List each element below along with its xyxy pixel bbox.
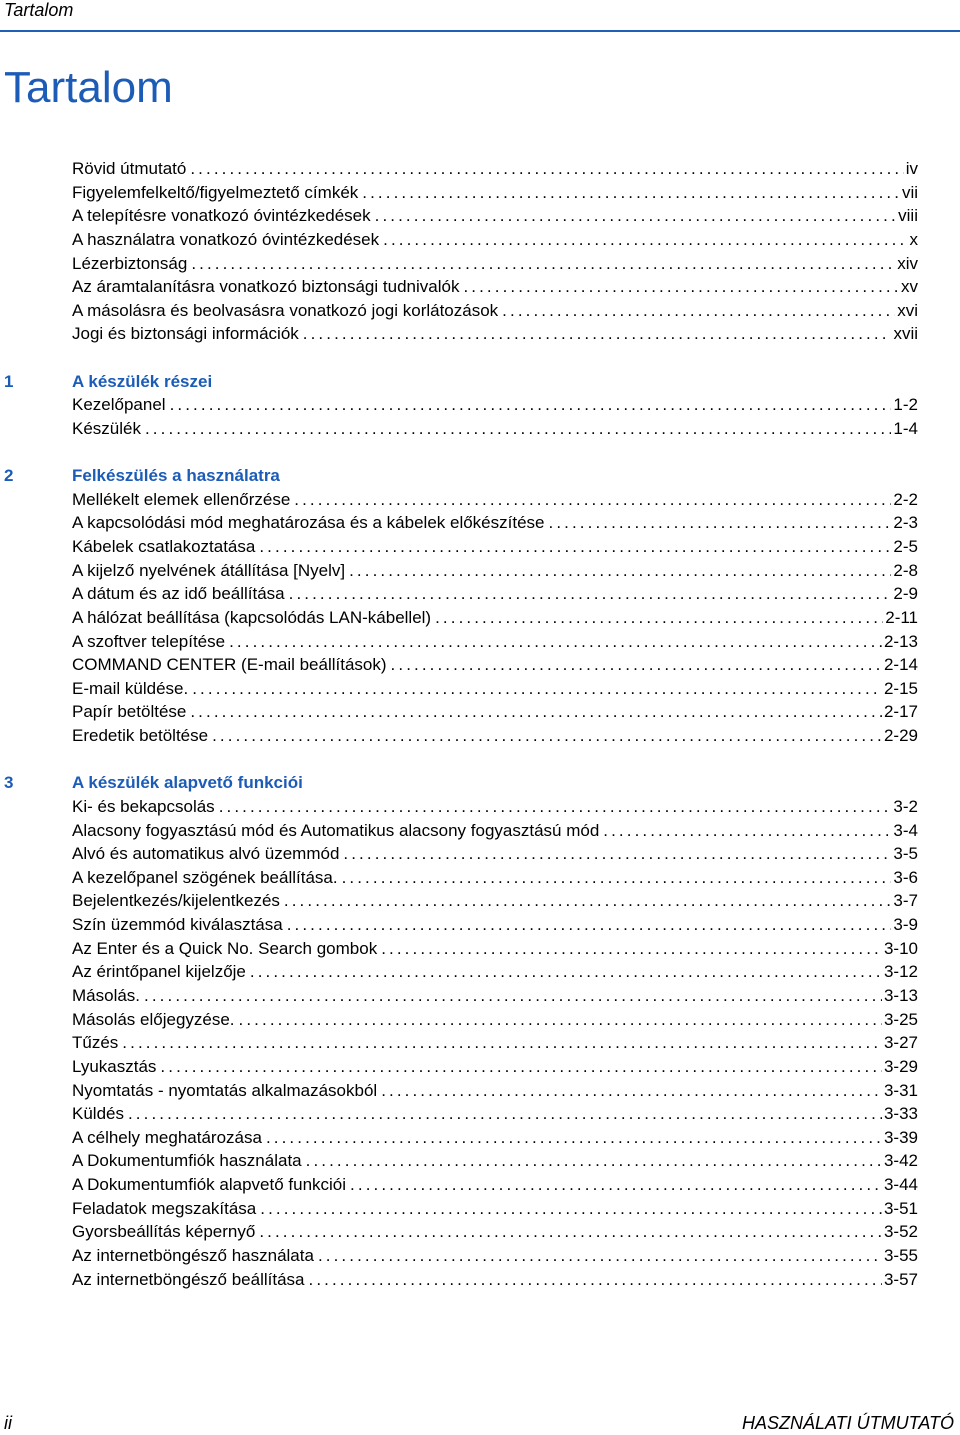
toc-entry-title: Nyomtatás - nyomtatás alkalmazásokból (72, 1080, 378, 1100)
toc-entry-title: Az internetböngésző beállítása (72, 1269, 305, 1289)
toc-entry-title: Készülék (72, 418, 141, 438)
toc-entry[interactable] (72, 724, 918, 748)
toc-entry-title: Az érintőpanel kijelzője (72, 962, 246, 982)
chapter-heading[interactable] (0, 370, 960, 394)
toc-entry[interactable] (72, 1126, 918, 1150)
toc-entry-page: 2-11 (885, 607, 918, 627)
toc-entry-title: Gyorsbeállítás képernyő (72, 1222, 256, 1242)
toc-entry[interactable] (72, 984, 918, 1008)
toc-entry[interactable] (72, 1197, 918, 1221)
dot-leader (549, 511, 892, 535)
toc-entry-page: xvi (897, 300, 918, 320)
running-header-title: Tartalom (4, 0, 74, 20)
toc-entry-title: A hálózat beállítása (kapcsolódás LAN-kábellel) (72, 607, 432, 627)
toc-entry[interactable] (72, 700, 918, 724)
toc-entry-page: 3-31 (883, 1080, 918, 1100)
chapter-number: 3 (4, 773, 14, 793)
toc-entry-title: A szoftver telepítése (72, 631, 226, 651)
header-divider (0, 30, 960, 32)
toc-entry-title: Lézerbiztonság (72, 253, 188, 273)
toc-entry-page: 2-14 (883, 655, 918, 675)
toc-entry[interactable] (72, 1220, 918, 1244)
dot-leader (603, 819, 891, 843)
dot-leader (381, 1079, 882, 1103)
toc-entry[interactable] (72, 393, 918, 417)
dot-leader (375, 204, 897, 228)
toc-entry-page: 2-29 (883, 726, 918, 746)
toc-entry[interactable] (72, 417, 918, 441)
dot-leader (128, 1102, 882, 1126)
dot-leader (192, 677, 882, 701)
toc-entry[interactable] (72, 677, 918, 701)
toc-entry-title: Ki- és bekapcsolás (72, 796, 215, 816)
toc-entry-page: iv (905, 159, 918, 178)
dot-leader (303, 322, 892, 346)
toc-entry-title: COMMAND CENTER (E-mail beállítások) (72, 655, 387, 675)
toc-entry[interactable] (72, 960, 918, 984)
dot-leader (259, 1220, 882, 1244)
toc-entry[interactable] (72, 1102, 918, 1126)
chapter-title: A készülék alapvető funkciói (72, 773, 303, 793)
toc-entry-title: Az Enter és a Quick No. Search gombok (72, 938, 378, 958)
toc-entry-title: Az áramtalanításra vonatkozó biztonsági tudnivalók (72, 277, 460, 297)
toc-entry-page: 3-42 (883, 1151, 918, 1171)
toc-entry-title: A célhely meghatározása (72, 1127, 262, 1147)
toc-entry-page: 2-3 (893, 513, 918, 533)
toc-entry-page: 2-13 (883, 631, 918, 651)
dot-leader (306, 1149, 882, 1173)
toc-entry[interactable] (72, 559, 918, 583)
toc-entry-page: 3-10 (883, 938, 918, 958)
toc-entry-title: A másolásra és beolvasásra vonatkozó jogi korlátozások (72, 300, 499, 320)
toc-entry-title: Alacsony fogyasztású mód és Automatikus alacsony fogyasztású mód (72, 820, 600, 840)
toc-entry-page: xv (901, 277, 918, 297)
toc-entry-title: Feladatok megszakítása (72, 1198, 257, 1218)
toc-entry-page: 2-17 (883, 702, 918, 722)
toc-entry-page: 3-9 (893, 915, 918, 935)
dot-leader (250, 960, 882, 984)
toc-entry[interactable] (72, 1173, 918, 1197)
chapter-heading[interactable] (0, 771, 960, 795)
dot-leader (219, 795, 892, 819)
toc-entry-title: Mellékelt elemek ellenőrzése (72, 489, 291, 509)
toc-entry-page: 3-55 (883, 1246, 918, 1266)
toc-entry-page: 3-44 (883, 1175, 918, 1195)
dot-leader (260, 1197, 882, 1221)
toc-entry[interactable] (72, 511, 918, 535)
toc-entry[interactable] (72, 228, 918, 252)
toc-entry-page: 2-15 (883, 678, 918, 698)
toc-entry-page: 1-2 (893, 395, 918, 415)
dot-leader (144, 984, 882, 1008)
toc-entry-page: 3-52 (883, 1222, 918, 1242)
toc-entry-page: 3-6 (893, 867, 918, 887)
toc-entry-page: viii (898, 206, 918, 226)
toc-entry-page: 3-4 (893, 820, 918, 840)
toc-entry[interactable] (72, 1268, 918, 1292)
toc-entry-page: 3-33 (883, 1104, 918, 1124)
toc-entry-title: Rövid útmutató (72, 159, 187, 178)
dot-leader (350, 1173, 882, 1197)
dot-leader (294, 488, 891, 512)
toc-entry[interactable] (72, 322, 918, 346)
toc-entry-page: 3-13 (883, 986, 918, 1005)
toc-entry-page: 3-51 (883, 1198, 918, 1218)
toc-entry-title: Másolás előjegyzése. (72, 1009, 235, 1029)
dot-leader (190, 157, 903, 181)
toc-entry[interactable] (72, 889, 918, 913)
dot-leader (289, 582, 892, 606)
dot-leader (362, 181, 900, 205)
dot-leader (122, 1031, 882, 1055)
dot-leader (309, 1268, 882, 1292)
toc-section (0, 771, 960, 1291)
dot-leader (229, 630, 882, 654)
toc-entry-page: 2-8 (893, 560, 918, 580)
toc-entry-title: E-mail küldése. (72, 678, 189, 698)
toc-entry-title: Másolás. (72, 986, 141, 1005)
dot-leader (383, 228, 907, 252)
toc-entry-page: 2-2 (893, 489, 918, 509)
toc-entry-title: A használatra vonatkozó óvintézkedések (72, 229, 380, 249)
toc-entry-title: Kábelek csatlakoztatása (72, 536, 256, 556)
toc-entry[interactable] (72, 842, 918, 866)
toc-entry-title: Jogi és biztonsági információk (72, 324, 299, 344)
toc-entry[interactable] (72, 488, 918, 512)
dot-leader (160, 1055, 882, 1079)
toc-entry-page: 3-29 (883, 1056, 918, 1076)
toc-entry-title: Az internetböngésző használata (72, 1246, 314, 1266)
toc-entry-page: 3-25 (883, 1009, 918, 1029)
toc-entry-page: 1-4 (893, 418, 918, 438)
toc-section (0, 157, 960, 346)
toc-entry-page: 3-39 (883, 1127, 918, 1147)
toc-entry-title: Lyukasztás (72, 1056, 157, 1076)
footer-document-title: HASZNÁLATI ÚTMUTATÓ (741, 1413, 954, 1433)
dot-leader (342, 866, 892, 890)
dot-leader (145, 417, 891, 441)
toc-entry-page: x (909, 229, 918, 249)
toc-entry-title: Bejelentkezés/kijelentkezés (72, 891, 280, 911)
toc-entry[interactable] (72, 1149, 918, 1173)
dot-leader (190, 700, 882, 724)
dot-leader (287, 913, 892, 937)
toc-entry-page: 3-57 (883, 1269, 918, 1289)
toc-entry-title: A Dokumentumfiók alapvető funkciói (72, 1175, 347, 1195)
page-title: Tartalom (4, 63, 173, 112)
toc-entry[interactable] (72, 795, 918, 819)
dot-leader (435, 606, 883, 630)
toc-entry[interactable] (72, 252, 918, 276)
chapter-number: 2 (4, 466, 14, 486)
toc-entry[interactable] (72, 1244, 918, 1268)
dot-leader (212, 724, 882, 748)
toc-entry-title: Eredetik betöltése (72, 726, 209, 746)
toc-entry[interactable] (72, 1055, 918, 1079)
dot-leader (284, 889, 892, 913)
toc-entry-title: Figyelemfelkeltő/figyelmeztető címkék (72, 182, 359, 202)
toc-entry[interactable] (72, 1031, 918, 1055)
chapter-heading[interactable] (0, 464, 960, 488)
toc-entry[interactable] (72, 1008, 918, 1032)
dot-leader (343, 842, 891, 866)
toc-entry-page: 2-5 (893, 536, 918, 556)
toc-entry[interactable] (72, 299, 918, 323)
toc-section (0, 464, 960, 748)
toc-entry[interactable] (72, 937, 918, 961)
toc-entry-page: vii (901, 182, 918, 202)
toc-entry[interactable] (72, 157, 918, 181)
footer-page-number: ii (4, 1413, 12, 1433)
dot-leader (259, 535, 891, 559)
toc-entry-title: Szín üzemmód kiválasztása (72, 915, 283, 935)
toc-entry-title: A kapcsolódási mód meghatározása és a kábelek előkészítése (72, 513, 545, 533)
toc-entry[interactable] (72, 204, 918, 228)
toc-entry-title: Kezelőpanel (72, 395, 166, 415)
dot-leader (463, 275, 899, 299)
toc-entry[interactable] (72, 819, 918, 843)
dot-leader (381, 937, 882, 961)
dot-leader (349, 559, 891, 583)
toc-entry-title: A kezelőpanel szögének beállítása. (72, 867, 338, 887)
dot-leader (266, 1126, 882, 1150)
toc-entry-title: Alvó és automatikus alvó üzemmód (72, 844, 340, 864)
toc-entry-page: 3-2 (893, 796, 918, 816)
dot-leader (239, 1008, 882, 1032)
toc-entry-title: A dátum és az idő beállítása (72, 584, 285, 604)
toc-entry[interactable] (72, 275, 918, 299)
toc-entry-page: xiv (897, 253, 918, 273)
toc-entry-page: 3-5 (893, 844, 918, 864)
toc-entry[interactable] (72, 1079, 918, 1103)
toc-entry[interactable] (72, 181, 918, 205)
toc-entry-page: 3-7 (893, 891, 918, 911)
dot-leader (391, 653, 882, 677)
chapter-title: A készülék részei (72, 371, 213, 391)
table-of-contents (0, 157, 960, 1291)
chapter-title: Felkészülés a használatra (72, 466, 280, 486)
toc-entry[interactable] (72, 913, 918, 937)
toc-entry-page: 2-9 (893, 584, 918, 604)
toc-section (0, 370, 960, 441)
chapter-number: 1 (4, 371, 14, 391)
toc-entry-title: Tűzés (72, 1033, 119, 1053)
toc-entry-title: Papír betöltése (72, 702, 187, 722)
dot-leader (318, 1244, 882, 1268)
toc-entry-title: A Dokumentumfiók használata (72, 1151, 302, 1171)
toc-entry[interactable] (72, 630, 918, 654)
toc-entry-page: xvii (893, 324, 918, 344)
toc-entry[interactable] (72, 606, 918, 630)
toc-entry[interactable] (72, 582, 918, 606)
dot-leader (191, 252, 895, 276)
toc-entry-page: 3-27 (883, 1033, 918, 1053)
dot-leader (170, 393, 892, 417)
dot-leader (502, 299, 895, 323)
toc-entry-page: 3-12 (883, 962, 918, 982)
toc-entry-title: A telepítésre vonatkozó óvintézkedések (72, 206, 371, 226)
toc-entry-title: A kijelző nyelvének átállítása [Nyelv] (72, 560, 346, 580)
toc-entry-title: Küldés (72, 1104, 124, 1124)
toc-entry[interactable] (72, 866, 918, 890)
toc-entry[interactable] (72, 653, 918, 677)
toc-entry[interactable] (72, 535, 918, 559)
